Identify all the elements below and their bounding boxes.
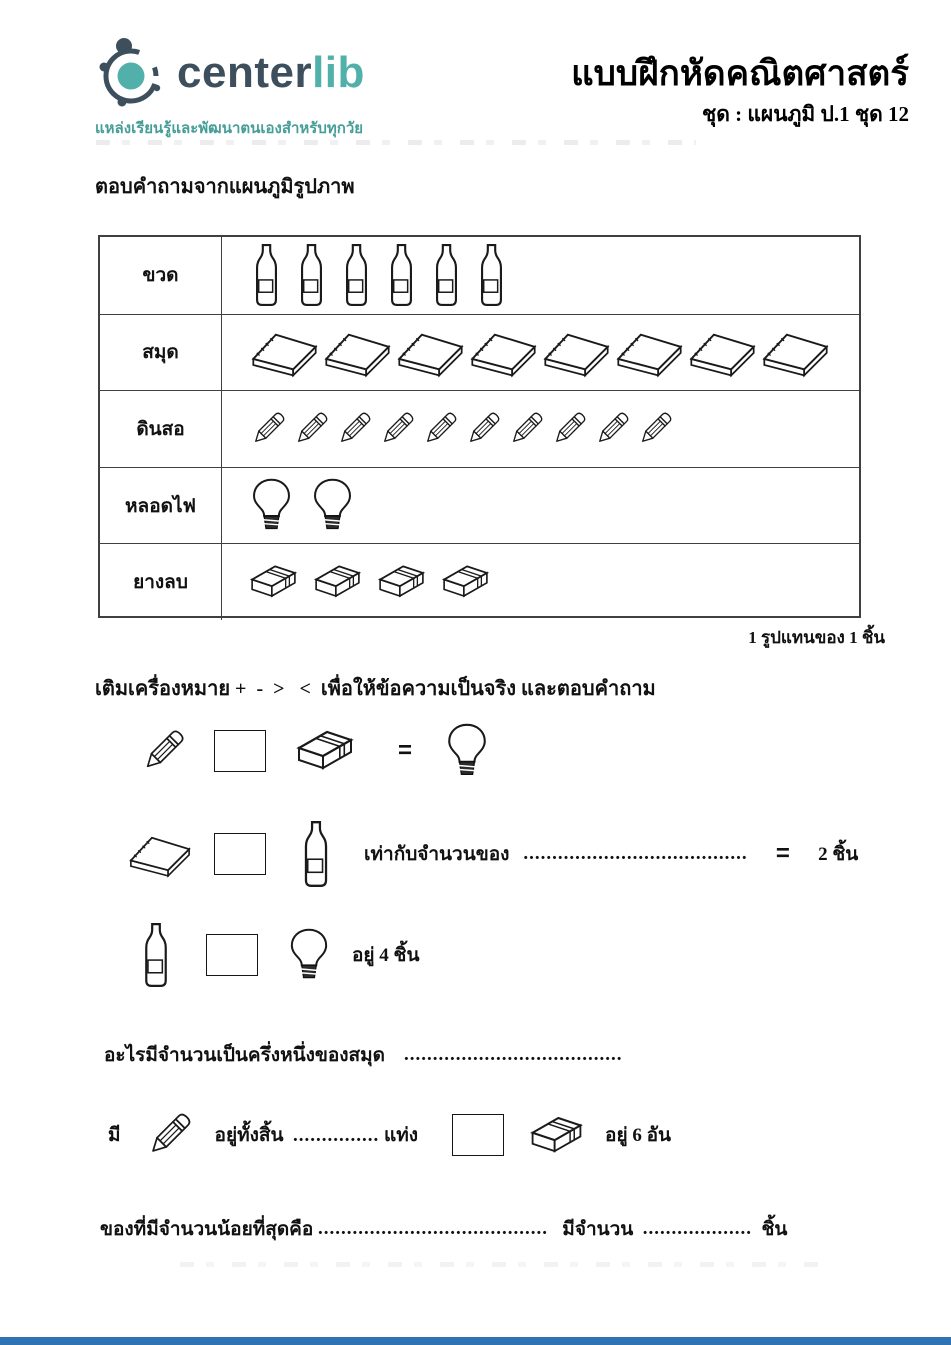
brand-name-primary: center (177, 48, 313, 97)
q4-text: อะไรมีจำนวนเป็นครึ่งหนึ่งของสมุด (104, 1045, 386, 1066)
q6-gap3 (633, 1218, 643, 1240)
q5-answer-box[interactable] (452, 1114, 504, 1156)
q2-answer-blank[interactable]: ....................................... (523, 843, 748, 864)
worksheet-title: แบบฝึกหัดคณิตศาสตร์ (571, 54, 909, 93)
row-label-eraser: ยางลบ (100, 543, 222, 620)
row-icons-eraser (222, 543, 859, 620)
pencil-icon (143, 1105, 195, 1165)
eraser-icon (248, 562, 299, 602)
q3-answer-box[interactable] (206, 934, 258, 976)
q3-text: อยู่ 4 ชิ้น (352, 945, 420, 966)
q2-equals: = (775, 840, 790, 867)
eraser-icon (294, 727, 356, 775)
eraser-icon (376, 562, 427, 602)
q6-gap2 (548, 1218, 562, 1240)
question-2 (126, 820, 872, 888)
cropped-text-artifact-top (96, 140, 696, 145)
q1-answer-box[interactable] (214, 730, 266, 772)
row-icons-lightbulb (222, 467, 859, 544)
q2-text: เท่ากับจำนวนของ (364, 844, 510, 865)
brand-name (177, 48, 365, 97)
pencil-icon (463, 402, 503, 456)
row-icons-notebook (222, 314, 859, 391)
lightbulb-icon (286, 927, 332, 983)
row-label-notebook: สมุด (100, 314, 222, 391)
q6-answer-blank-1[interactable]: ........................................ (318, 1218, 549, 1239)
pictograph-table (98, 235, 861, 618)
brand-tagline: แหล่งเรียนรู้และพัฒนาตนเองสำหรับทุกวัย (95, 121, 364, 137)
row-label-bottle: ขวด (100, 237, 222, 314)
notebook-icon (248, 326, 321, 378)
pencil-icon (592, 402, 632, 456)
q4-answer-blank[interactable]: ...................................... (404, 1044, 623, 1065)
row-label-pencil: ดินสอ (100, 390, 222, 467)
pencil-icon (635, 402, 675, 456)
notebook-icon (394, 326, 467, 378)
q2-suffix: 2 ชิ้น (818, 844, 859, 865)
notebook-icon (321, 326, 394, 378)
equals-sign: = (398, 737, 413, 764)
question-6 (100, 1214, 787, 1244)
cropped-text-artifact-bottom (180, 1262, 820, 1267)
bottle-icon (248, 243, 285, 307)
notebook-icon (126, 828, 194, 880)
centerlib-logo-icon (95, 36, 167, 110)
instruction-text: เติมเครื่องหมาย + - > < เพื่อให้ข้อความเป็นจริง และตอบคำถาม (95, 678, 656, 700)
pencil-icon (506, 402, 546, 456)
question-1 (138, 722, 490, 780)
row-icons-pencil (222, 390, 859, 467)
question-5 (108, 1105, 671, 1165)
brand-name-secondary: lib (312, 48, 365, 97)
question-4 (104, 1040, 623, 1070)
row-icons-bottle (222, 237, 859, 314)
pencil-icon (138, 722, 188, 780)
pictograph-legend: 1 รูปแทนของ 1 ชิ้น (748, 628, 885, 647)
q6-text2: มีจำนวน (562, 1219, 634, 1240)
q4-gap (385, 1044, 404, 1066)
pencil-icon (291, 402, 331, 456)
eraser-icon (312, 562, 363, 602)
notebook-icon (540, 326, 613, 378)
lightbulb-icon (444, 722, 490, 780)
bottle-icon (428, 243, 465, 307)
bottle-icon (298, 820, 334, 888)
notebook-icon (759, 326, 832, 378)
q6-text1: ของที่มีจำนวนน้อยที่สุดคือ (100, 1219, 314, 1240)
eraser-icon (440, 562, 491, 602)
question-3 (138, 922, 419, 988)
q5-answer-blank[interactable]: ............... (292, 1125, 380, 1146)
pencil-icon (549, 402, 589, 456)
q6-unit: ชิ้น (761, 1219, 788, 1240)
q5-mid-text: อยู่ทั้งสิ้น ............... แท่ง (214, 1125, 419, 1146)
notebook-icon (686, 326, 759, 378)
centerlib-logo (95, 36, 365, 140)
notebook-icon (613, 326, 686, 378)
bottle-icon (293, 243, 330, 307)
bottle-icon (383, 243, 420, 307)
title-block (571, 52, 909, 131)
q6-answer-blank-2[interactable]: ................... (642, 1218, 753, 1239)
q5-prefix: มี (108, 1125, 121, 1146)
footer-color-bar (0, 1337, 951, 1345)
notebook-icon (467, 326, 540, 378)
q6-gap4 (752, 1218, 762, 1240)
pencil-icon (334, 402, 374, 456)
worksheet-subtitle: ชุด : แผนภูมิ ป.1 ชุด 12 (702, 101, 909, 126)
lightbulb-icon (248, 477, 295, 534)
bottle-icon (138, 922, 174, 988)
pencil-icon (248, 402, 288, 456)
eraser-icon (528, 1113, 585, 1158)
lightbulb-icon (309, 477, 356, 534)
bottle-icon (473, 243, 510, 307)
q2-answer-box[interactable] (214, 833, 266, 875)
pencil-icon (377, 402, 417, 456)
pencil-icon (420, 402, 460, 456)
row-label-lightbulb: หลอดไฟ (100, 467, 222, 544)
section-heading: ตอบคำถามจากแผนภูมิรูปภาพ (95, 176, 355, 198)
q5-suffix: อยู่ 6 อัน (605, 1125, 671, 1146)
bottle-icon (338, 243, 375, 307)
